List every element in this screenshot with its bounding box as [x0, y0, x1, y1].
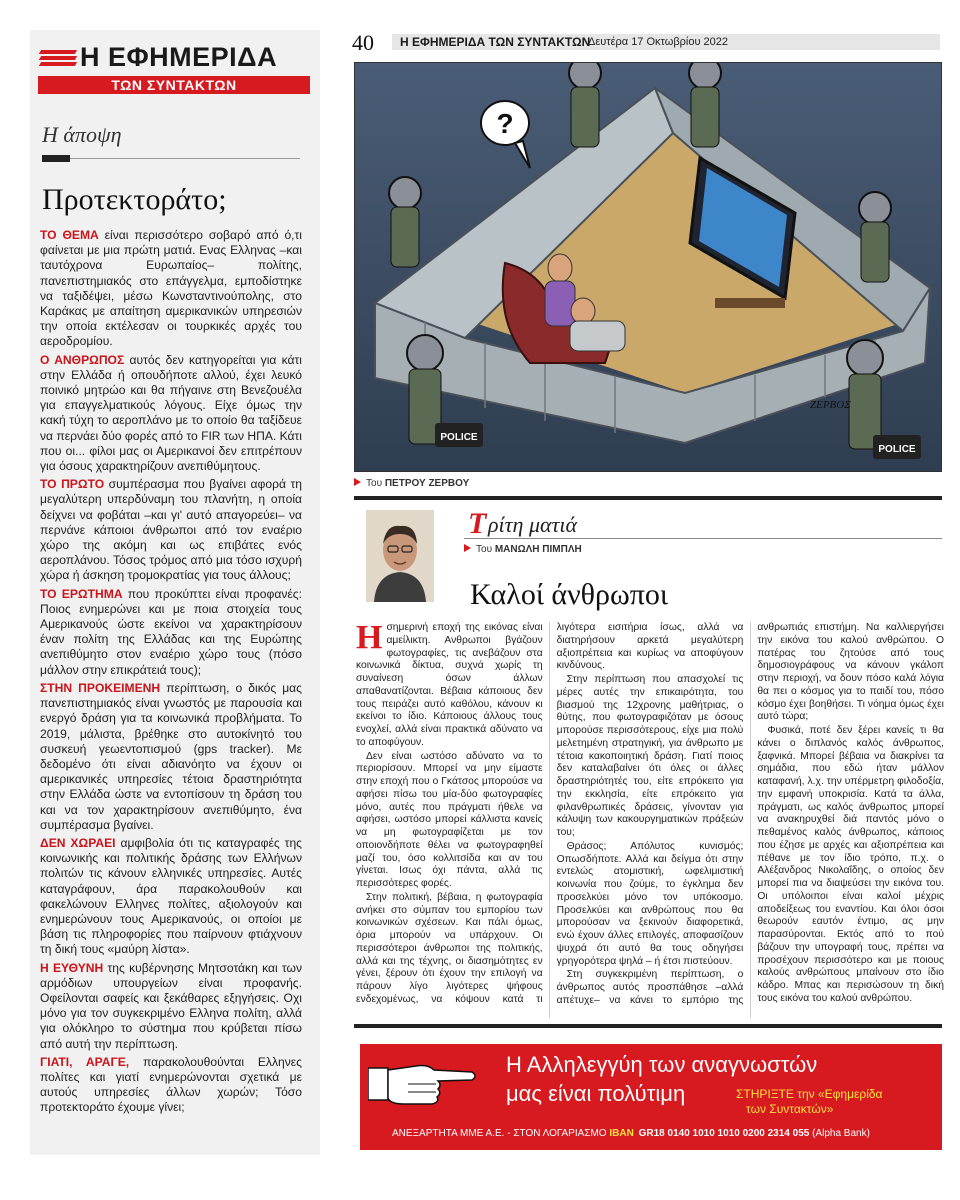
paragraph-text: Στην περίπτωση που απασχολεί τις μέρες αυτές την επικαιρότητα, του βιασμού της 12χρονης μαθήτριας, ο θύτης, που φωτογραφιζόταν με όσους μπορούσε περισσότερους, είχε μια πολύ μελετημένη στρατηγική, για άνθρωπο με τέτοια κακοποιητική δράση. Γιατί ποιος δεν καταλαβαίνει ότι όλες οι άλλες δραστηριότητές του, είτε επρόκειτο για την εκκλησία, είτε επρόκειτο για φιλανθρωπικές δράσεις, γίνονταν για κάλυψη των κακουργηματικών πράξεών του; [556, 674, 744, 838]
article-paragraph [557, 674, 744, 840]
article-paragraph [757, 725, 944, 1006]
paragraph-text: Θράσος; Απόλυτος κυνισμός; Οπωσδήποτε. Αλλά και δείγμα ότι στην εντελώς ατομιστική, ωφελιμιστική κοινωνία που ζούμε, το έγκλημα δεν προσελκύει μόνο τον υπόκοσμο. Προσελκύει και ανθρώπους που θα μπορούσαν να ξεκινούν διαφορετικά, ενώ έχουν άλλες επιλογές, αποφασίζουν ψυχρά ότι αυτό θα τους οδηγήσει γρηγορότερα ψηλά – ή έτσι πιστεύουν. [556, 840, 744, 967]
paragraph-lead: ΔΕΝ ΧΩΡΑΕΙ [40, 835, 116, 850]
paragraph-lead: Η ΕΥΘΥΝΗ [40, 960, 104, 975]
police-shield-left [435, 423, 483, 447]
ad-support-line2: των Συντακτών» [746, 1102, 834, 1116]
police-shield-right [873, 435, 921, 459]
paragraph-text: αυτός δεν κατηγορείται για κάτι στην Ελλάδα ή οπουδήποτε αλλού, έχει λευκό ποινικό μητρώο και θα πήγαινε στη Βενεζουέλα για επαγγελματικούς λόγους. Είχε όμως την κακή τύχη το αεροπλάνο με το οποίο θα ταξίδευε να περνάει δύο φορές από το FIR των ΗΠΑ. Κάτι που οι... φίλοι μας οι Αμερικανοί δεν επιτρέπουν για όσους χαρακτηρίζουν ανεπιθύμητους. [40, 352, 302, 474]
opinion-paragraph [40, 353, 302, 475]
opinion-section-label: Η άποψη [42, 122, 122, 147]
paragraph-text: Στη συγκεκριμένη περίπτωση, ο άνθρωπος αυτός προσπάθησε –αλλά απέτυχε– να κάνει το εμπόριο της ανθρωπιάς επιστήμη. Να καλλιεργήσει την εικόνα του καλού ανθρώπου. Ο πατέρας του ζητούσε από τους δημοσιογράφους να κάνουν γκάλοπ στην περιοχή, να δουν πόσο καλά λόγια θα πει ο κόσμος για το παιδί του, πόσο κόσμο έχει βοηθήσει. Τι νόημα όμως έχει αυτό τώρα; [556, 622, 944, 1006]
opinion-paragraph [40, 836, 302, 958]
article-paragraph [356, 619, 543, 750]
police-shield-text: POLICE [878, 444, 916, 455]
cartoon-svg [355, 63, 942, 472]
page-header [352, 32, 940, 56]
paragraph-text: Φυσικά, ποτέ δεν ξέρει κανείς τι θα κάνει ο διπλανός καλός άνθρωπος, ξαφνικά. Μπορεί βέβαια να διακρίνει τα σημάδια, που εδώ ήταν μάλλον καταφανή, λ.χ. την υπέρμετρη φιλοδοξία, την εμφανή υποκρισία. Κατά τα άλλα, πράγματι, ως καλός άνθρωπος μπορεί να ανακηρυχθεί διά παντός μόνο ο πεθαμένος καλός άνθρωπος, κάποιος που έζησε με αρχές και αξιοπρέπεια και πέθανε με τον ίδιο τρόπο, π.χ. ο Αλέξανδρος Νικολαΐδης, ο οποίος δεν μπορεί πια να διαψεύσει την εικόνα του. Οι υπόλοιποι είναι καλοί μέχρις αποδείξεως του εναντίου. Και όλοι όσοι θεωρούν εαυτόν έντιμο, ας μην παρασύρονται. Εκτός από το πού βάζουν την υπογραφή τους, πρέπει να προσέχουν περισσότερο και με ποιους καλούς ανθρώπους μπαίνουν στο ίδιο κάδρο. Μπας και περισώσουν τη δική τους εικόνα του καλού ανθρώπου. [757, 725, 944, 1004]
opinion-paragraph [40, 477, 302, 583]
author-portrait-image [366, 510, 434, 602]
ad-headline-line1: Η Αλληλεγγύη των αναγνωστών [506, 1052, 818, 1077]
header-paper-name: Η ΕΦΗΜΕΡΙΔΑ ΤΩΝ ΣΥΝΤΑΚΤΩΝ [400, 35, 591, 49]
paragraph-lead: ΤΟ ΠΡΩΤΟ [40, 477, 105, 492]
solidarity-ad[interactable] [360, 1044, 942, 1150]
paragraph-text: σημερινή εποχή της εικόνας είναι αμείλικτη. Ανθρωποι βγάζουν φωτογραφίες, τις ανεβάζουν στα κοινωνικά δίκτυα, συχνά χωρίς τη συναίνεση όσων άλλων απαθανατίζονται. Βέβαια κάποιους δεν τους πειράζει αυτό καθόλου, κάνουν κι εκείνοι το ίδιο. Κάποιους άλλους τους ενοχλεί, αλλά είναι πρακτικά αδύνατο να το αποφύγουν. [356, 622, 543, 748]
paragraph-text: Δεν είναι ωστόσο αδύνατο να το περιορίσουν. Μπορεί να μην είμαστε στην εποχή που ο Γκάτσος μπορούσε να αφήσει πίσω του μία-δύο φωτογραφίες μόνο, αυτές που πράγματι ήθελε να αφήσει, ωστόσο μπορεί κάλλιστα κανείς να μη φωτογραφίζεται με τον οποιονδήποτε θέλει να φωτογραφηθεί μαζί του, όσο κολλιτσίδα και αν του γίνεται. Ισως όχι πάντα, αλλά τις περισσότερες φορές. [356, 750, 543, 889]
paragraph-text: αμφιβολία ότι τις καταγραφές της κοινωνικής και πολιτικής δράσης των Ελλήνων πολιτών τις κάνουν ελληνικές υπηρεσίες. Αυτές καταγράφουν, άρα παρακολουθούν και φακελώνουν Ελληνες πολίτες, αξιολογούν και ενημερώνουν τους Αμερικανούς, οι οποίοι με βάση τις πληροφορίες που παίρνουν φτιάχνουν τη δική τους «μαύρη λίστα». [40, 835, 302, 957]
opinion-rule [42, 158, 300, 159]
paragraph-text: παρακολουθούνται Ελληνες πολίτες και γιατί ενημερώνονται σχετικά με αυτούς υπηρεσίες άλλων χωρών; Τόσο προτεκτοράτο έχουμε γίνει; [40, 1054, 302, 1115]
byline-prefix: Του [476, 544, 493, 555]
red-triangle-icon [464, 544, 471, 552]
paragraph-lead: ΣΤΗΝ ΠΡΟΚΕΙΜΕΝΗ [40, 680, 161, 695]
article-paragraph [356, 751, 543, 891]
police-shield-text: POLICE [440, 432, 478, 443]
column-name-initial: Τ [468, 507, 487, 540]
paragraph-text: είναι περισσότερο σοβαρό από ό,τι φαίνεται με μια πρώτη ματιά. Ενας Ελληνας –και ταυτόχρονα Ευρωπαίος– πολίτης, πανεπιστημιακός στο επάγγελμα, εμποδίστηκε να ταξιδέψει, μέσω Κωνσταντινούπολης, στο Καράκας με απαίτηση αμερικανικών υπηρεσιών την οποία εκτέλεσαν οι τουρκικές αρχές του αεροδρομίου. [40, 228, 302, 349]
paragraph-lead: ΓΙΑΤΙ, ΑΡΑΓΕ, [40, 1054, 130, 1069]
ad-headline-line2: μας είναι πολύτιμη [506, 1081, 686, 1106]
byline-author: ΜΑΝΩΛΗ ΠΙΜΠΛΗ [494, 544, 582, 555]
paragraph-text: Στην πολιτική, βέβαια, η φωτογραφία ανήκει στο σύμπαν του εμπορίου των κοινωνικών σχέσεων. Και πάλι όμως, όρια μπορούν να υπάρχουν. Οι περισσότεροι άνθρωποι της πολιτικής, αλλά και της τέχνης, οι διασημότητες εν γένει, ξέρουν ότι έχουν την επιλογή να πάρουν λίγο λιγότερες ψήφους ενδεχομένως, να κόψουν κατά τι λιγότερα εισιτήρια ίσως, αλλά να διατηρήσουν αρκετά μεγαλύτερη αξιοπρέπεια και κυρίως να αποφύγουν κινδύνους. [356, 622, 744, 1005]
opinion-paragraph [40, 1055, 302, 1116]
opinion-paragraph [40, 961, 302, 1052]
red-triangle-icon [354, 478, 361, 486]
column-banner [464, 508, 942, 540]
paragraph-lead: ΤΟ ΕΡΩΤΗΜΑ [40, 586, 123, 601]
ad-iban-label: IBAN [609, 1128, 634, 1139]
ad-support-line1: ΣΤΗΡΙΞΤΕ την «Εφημερίδα [736, 1087, 883, 1101]
ad-footer [392, 1128, 870, 1139]
cartoon-caption [354, 478, 469, 489]
paragraph-text: περίπτωση, ο δικός μας πανεπιστημιακός είναι γνωστός με παρουσία και ενεργό δράση για τα κοινωνικά προβλήματα. Το 2019, μάλιστα, βρέθηκε στο αυτοκίνητό του συσκευή γεωεντοπισμού (gps tracker). Με δεδομένο ότι είναι αδιανόητο να έχουν οι αμερικανικές υπηρεσίες τέτοια δραστηριότητα στην Ελλάδα ώστε να εντοπίσουν τη δράση του και να τον χαρακτηρίσουν ανεπιθύμητο, ένα συμπέρασμα βγαίνει. [40, 680, 303, 832]
page-number: 40 [352, 30, 374, 55]
caption-prefix: Του [366, 478, 383, 489]
cartoon-signature: ΖΕΡΒΟΣ [810, 399, 851, 411]
article-paragraph [557, 841, 744, 969]
author-portrait [366, 510, 434, 602]
opinion-headline: Προτεκτοράτο; [42, 183, 227, 216]
column-byline [464, 544, 582, 555]
bottom-divider [354, 1024, 942, 1028]
masthead-title: Η ΕΦΗΜΕΡΙΔΑ [80, 42, 278, 72]
ad-iban: GR18 0140 1010 1010 0200 2314 055 [638, 1128, 810, 1139]
header-date: Δευτέρα 17 Οκτωβρίου 2022 [588, 36, 729, 48]
opinion-paragraph [40, 587, 302, 678]
paragraph-lead: Ο ΑΝΘΡΩΠΟΣ [40, 352, 125, 367]
paragraph-text: συμπέρασμα που βγαίνει αφορά τη μεγαλύτερη υπερδύναμη του πλανήτη, η οποία δείχνει να φοβάται –και γι' αυτό απαγορεύει– να περνάνε κάποιοι άνθρωποι από τον εναέριο χώρο της ακόμη και ως επιβάτες ενός αεροπλάνου. Τόσος τρόμος από μια τόσο ισχυρή χώρα ή άσκηση τρομοκρατίας για τους άλλους; [40, 477, 302, 583]
paragraph-lead: ΤΟ ΘΕΜΑ [40, 228, 99, 242]
article-body [356, 619, 944, 1018]
opinion-rule-mark [42, 155, 70, 162]
paragraph-text: της κυβέρνησης Μητσοτάκη και των αρμόδιων υπουργείων είναι προφανής. Οφείλονται σαφείς και ξεκάθαρες εξηγήσεις. Οχι μόνο για τον συγκεκριμένο Ελληνα πολίτη, αλλά για ολόκληρο το σύστημα που κρύβεται πίσω από αυτή την περίπτωση. [40, 960, 302, 1051]
column-banner-rule [464, 538, 942, 539]
masthead [38, 42, 310, 100]
masthead-logo-icon [40, 50, 76, 70]
opinion-paragraph [40, 681, 302, 833]
section-divider [354, 496, 942, 500]
caption-author: ΠΕΤΡΟΥ ΖΕΡΒΟΥ [384, 478, 470, 489]
masthead-subtitle: ΤΩΝ ΣΥΝΤΑΚΤΩΝ [38, 76, 310, 94]
opinion-body [40, 228, 302, 1119]
article-dropcap: Η [356, 619, 383, 656]
paragraph-text: που προκύπτει είναι προφανές: Ποιος ενημερώνει και με ποια στοιχεία τους Αμερικανούς ώστε εκείνοι να χαρακτηρίσουν έναν πολίτη της Ελλάδας και της Ευρώπης ανεπιθύμητο στον εναέριο χώρο τους (πόσο μάλλον στην επικράτειά τους); [40, 586, 302, 677]
article-title: Καλοί άνθρωποι [470, 578, 668, 611]
opinion-paragraph [40, 228, 302, 350]
ad-bank: (Alpha Bank) [812, 1128, 870, 1139]
ad-footer-text: ΑΝΕΞΑΡΤΗΤΑ ΜΜΕ Α.Ε. - ΣΤΟΝ ΛΟΓΑΡΙΑΣΜΟ [392, 1128, 607, 1139]
speech-bubble-text: ? [496, 108, 514, 139]
pointing-hand-icon [368, 1054, 478, 1114]
cartoon-illustration [354, 62, 942, 472]
opinion-column [30, 30, 320, 1155]
column-name: ρίτη ματιά [488, 512, 578, 537]
